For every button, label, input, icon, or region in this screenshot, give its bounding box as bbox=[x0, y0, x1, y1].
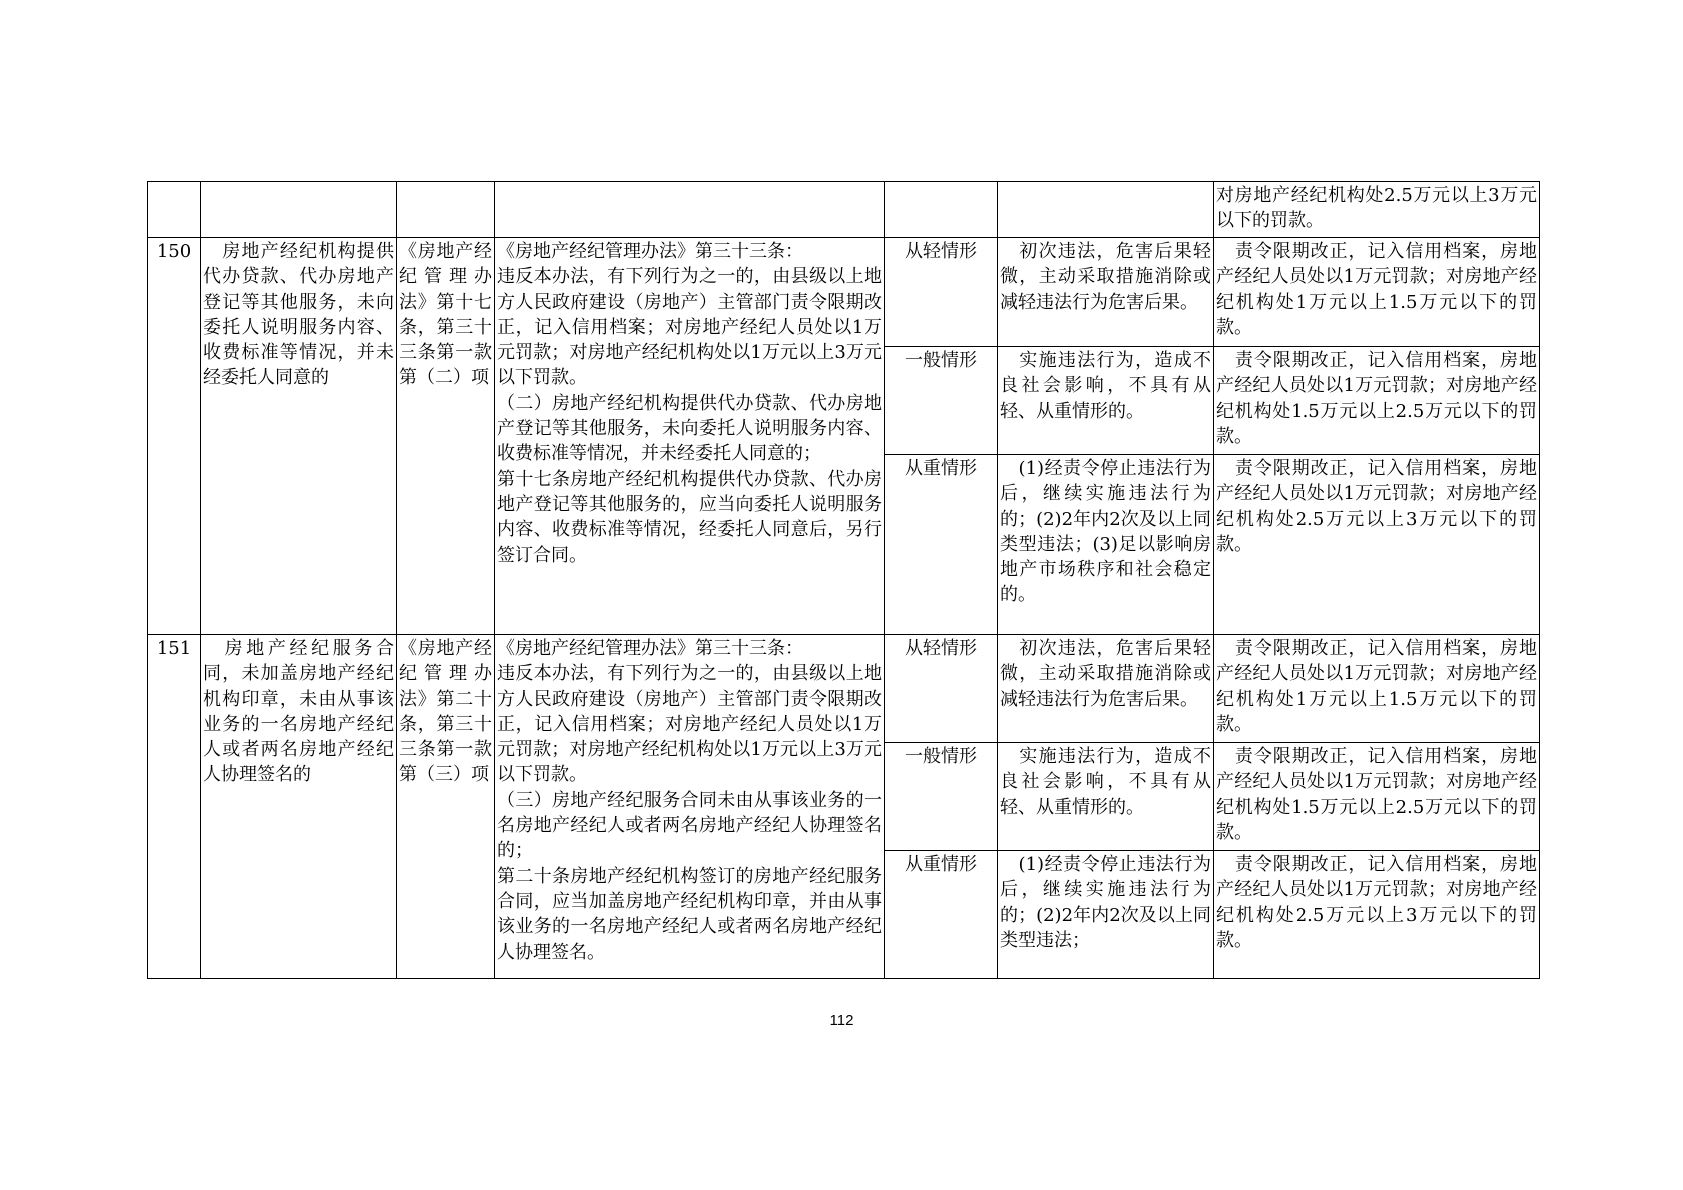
item-number: 151 bbox=[148, 635, 201, 979]
level-name: 从轻情形 bbox=[885, 238, 998, 347]
level-name: 从轻情形 bbox=[885, 635, 998, 743]
legal-basis-text: 《房地产经纪管理办法》第三十三条： 违反本办法，有下列行为之一的，由县级以上地方人民政府建设（房地产）主管部门责令限期改正，记入信用档案；对房地产经纪人员处以1万元罚款；对房地产经纪机构处以1万元以上3万元以下罚款。 （三）房地产经纪服务合同未由从事该业务的一名房地产经纪人或者两名房地产经纪人协理签名的； 第二十条房地产经纪机构签订的房地产经纪服务合同，应当加盖房地产经纪机构印章，并由从事该业务的一名房地产经纪人或者两名房地产经纪人协理签名。 bbox=[495, 635, 885, 979]
level-standard: 责令限期改正，记入信用档案，房地产经纪人员处以1万元罚款；对房地产经纪机构处1万元以上1.5万元以下的罚款。 bbox=[1214, 238, 1540, 347]
item-number: 150 bbox=[148, 238, 201, 635]
legal-basis-text: 《房地产经纪管理办法》第三十三条： 违反本办法，有下列行为之一的，由县级以上地方人民政府建设（房地产）主管部门责令限期改正，记入信用档案；对房地产经纪人员处以1万元罚款；对房地产经纪机构处以1万元以上3万元以下罚款。 （二）房地产经纪机构提供代办贷款、代办房地产登记等其他服务，未向委托人说明服务内容、收费标准等情况，并未经委托人同意的； 第十七条房地产经纪机构提供代办贷款、代办房地产登记等其他服务的，应当向委托人说明服务内容、收费标准等情况，经委托人同意后，另行签订合同。 bbox=[495, 238, 885, 635]
level-condition: (1)经责令停止违法行为后，继续实施违法行为的；(2)2年内2次及以上同类型违法；(3)足以影响房地产市场秩序和社会稳定的。 bbox=[998, 455, 1214, 635]
table-row bbox=[148, 238, 1540, 347]
level-cell bbox=[885, 182, 998, 238]
continuation-row bbox=[148, 182, 1540, 238]
standard-cell: 对房地产经纪机构处2.5万元以上3万元以下的罚款。 bbox=[1214, 182, 1540, 238]
violation-matter: 房地产经纪服务合同，未加盖房地产经纪机构印章，未由从事该业务的一名房地产经纪人或者两名房地产经纪人协理签名的 bbox=[201, 635, 397, 979]
violation-matter: 房地产经纪机构提供代办贷款、代办房地产登记等其他服务，未向委托人说明服务内容、收费标准等情况，并未经委托人同意的 bbox=[201, 238, 397, 635]
page-number: 112 bbox=[829, 1012, 854, 1029]
basis-short-cell bbox=[397, 182, 495, 238]
level-condition: (1)经责令停止违法行为后，继续实施违法行为的；(2)2年内2次及以上同类型违法； bbox=[998, 851, 1214, 979]
level-condition: 实施违法行为，造成不良社会影响，不具有从轻、从重情形的。 bbox=[998, 743, 1214, 851]
legal-basis-short: 《房地产经纪管理办法》第十七条，第三十三条第一款第（二）项 bbox=[397, 238, 495, 635]
number-cell bbox=[148, 182, 201, 238]
level-standard: 责令限期改正，记入信用档案，房地产经纪人员处以1万元罚款；对房地产经纪机构处1万元以上1.5万元以下的罚款。 bbox=[1214, 635, 1540, 743]
level-condition: 实施违法行为，造成不良社会影响，不具有从轻、从重情形的。 bbox=[998, 347, 1214, 455]
table-row bbox=[148, 635, 1540, 743]
level-standard: 责令限期改正，记入信用档案，房地产经纪人员处以1万元罚款；对房地产经纪机构处2.5万元以上3万元以下的罚款。 bbox=[1214, 851, 1540, 979]
legal-basis-short: 《房地产经纪管理办法》第二十条，第三十三条第一款第（三）项 bbox=[397, 635, 495, 979]
penalty-standards-table bbox=[147, 181, 1540, 979]
condition-cell bbox=[998, 182, 1214, 238]
basis-text-cell bbox=[495, 182, 885, 238]
level-standard: 责令限期改正，记入信用档案，房地产经纪人员处以1万元罚款；对房地产经纪机构处1.5万元以上2.5万元以下的罚款。 bbox=[1214, 743, 1540, 851]
level-standard: 责令限期改正，记入信用档案，房地产经纪人员处以1万元罚款；对房地产经纪机构处1.5万元以上2.5万元以下的罚款。 bbox=[1214, 347, 1540, 455]
level-name: 从重情形 bbox=[885, 455, 998, 635]
level-standard: 责令限期改正，记入信用档案，房地产经纪人员处以1万元罚款；对房地产经纪机构处2.5万元以上3万元以下的罚款。 bbox=[1214, 455, 1540, 635]
level-name: 一般情形 bbox=[885, 743, 998, 851]
level-name: 从重情形 bbox=[885, 851, 998, 979]
level-condition: 初次违法，危害后果轻微，主动采取措施消除或减轻违法行为危害后果。 bbox=[998, 635, 1214, 743]
level-name: 一般情形 bbox=[885, 347, 998, 455]
level-condition: 初次违法，危害后果轻微，主动采取措施消除或减轻违法行为危害后果。 bbox=[998, 238, 1214, 347]
matter-cell bbox=[201, 182, 397, 238]
